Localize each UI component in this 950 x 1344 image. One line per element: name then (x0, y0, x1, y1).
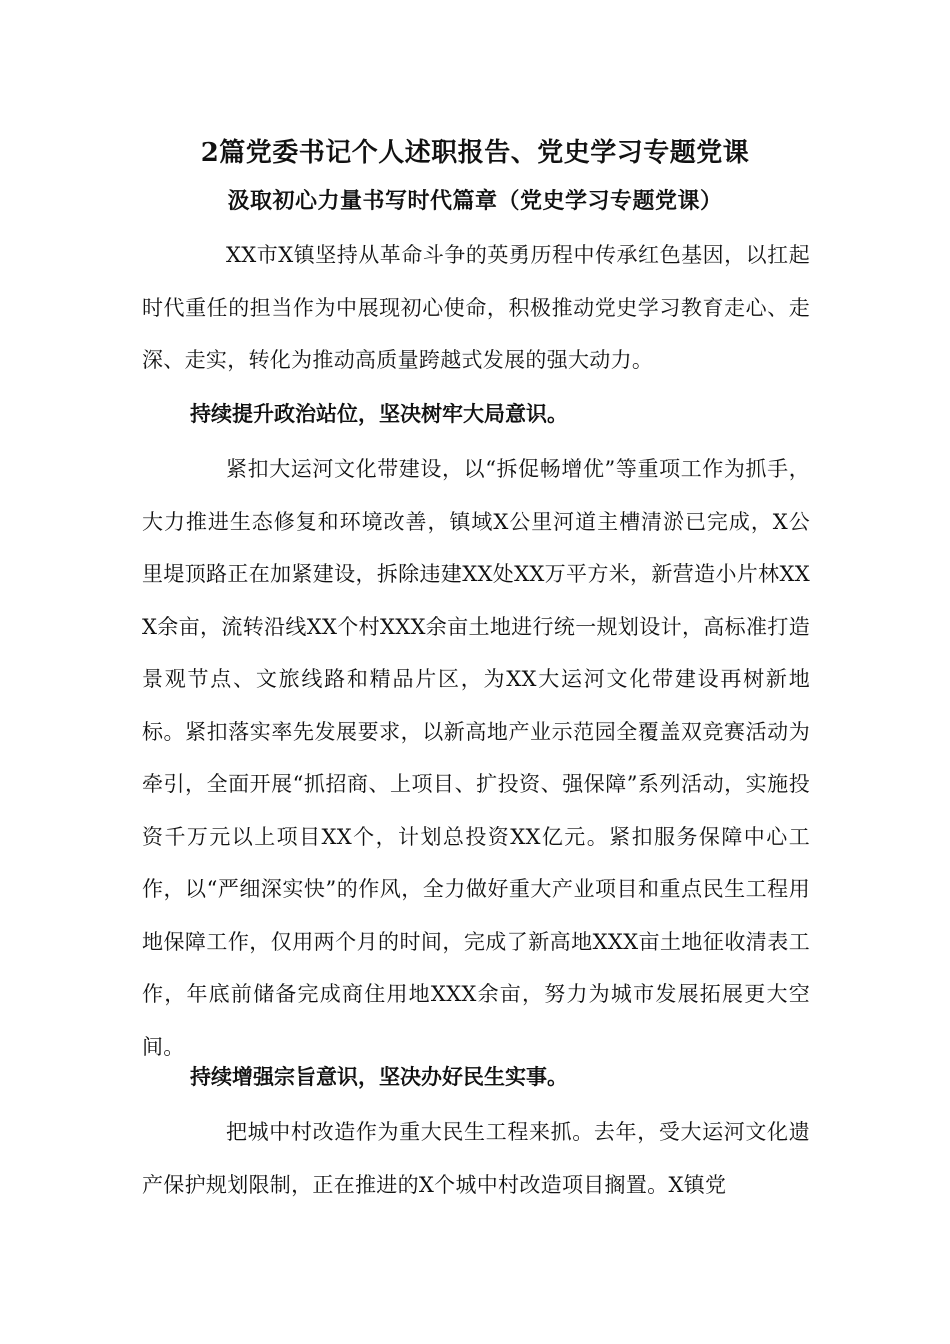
document-title: 2篇党委书记个人述职报告、党史学习专题党课 (200, 138, 750, 168)
section1-paragraph: 紧扣大运河文化带建设，以“拆促畅增优”等重项工作为抓手，大力推进生态修复和环境改善，镇域X公里河道主槽清淤已完成，X公里堤顶路正在加紧建设，拆除违建XX处XX万平方米，新营造小片林XXX余亩，流转沿线XX个村XXX余亩土地进行统一规划设计，高标准打造景观节点、文旅线路和精品片区，为XX大运河文化带建设再树新地标。紧扣落实率先发展要求，以新高地产业示范园全覆盖双竞赛活动为牵引，全面开展“抓招商、上项目、扩投资、强保障”系列活动，实施投资千万元以上项目XX个，计划总投资XX亿元。紧扣服务保障中心工作，以“严细深实快”的作风，全力做好重大产业项目和重点民生工程用地保障工作，仅用两个月的时间，完成了新高地XXX亩土地征收清表工作，年底前储备完成商住用地XXX余亩，努力为城市发展拓展更大空间。 (142, 457, 810, 1059)
intro-paragraph: XX市X镇坚持从革命斗争的英勇历程中传承红色基因，以扛起时代重任的担当作为中展现初心使命，积极推动党史学习教育走心、走深、走实，转化为推动高质量跨越式发展的强大动力。 (142, 243, 810, 372)
section2-paragraph: 把城中村改造作为重大民生工程来抓。去年，受大运河文化遗产保护规划限制，正在推进的X个城中村改造项目搁置。X镇党 (142, 1120, 810, 1197)
section-heading-political-stance: 持续提升政治站位，坚决树牢大局意识。 (190, 401, 568, 426)
section-heading-livelihood: 持续增强宗旨意识，坚决办好民生实事。 (190, 1064, 568, 1089)
document-subtitle: 汲取初心力量书写时代篇章（党史学习专题党课） (227, 188, 723, 214)
